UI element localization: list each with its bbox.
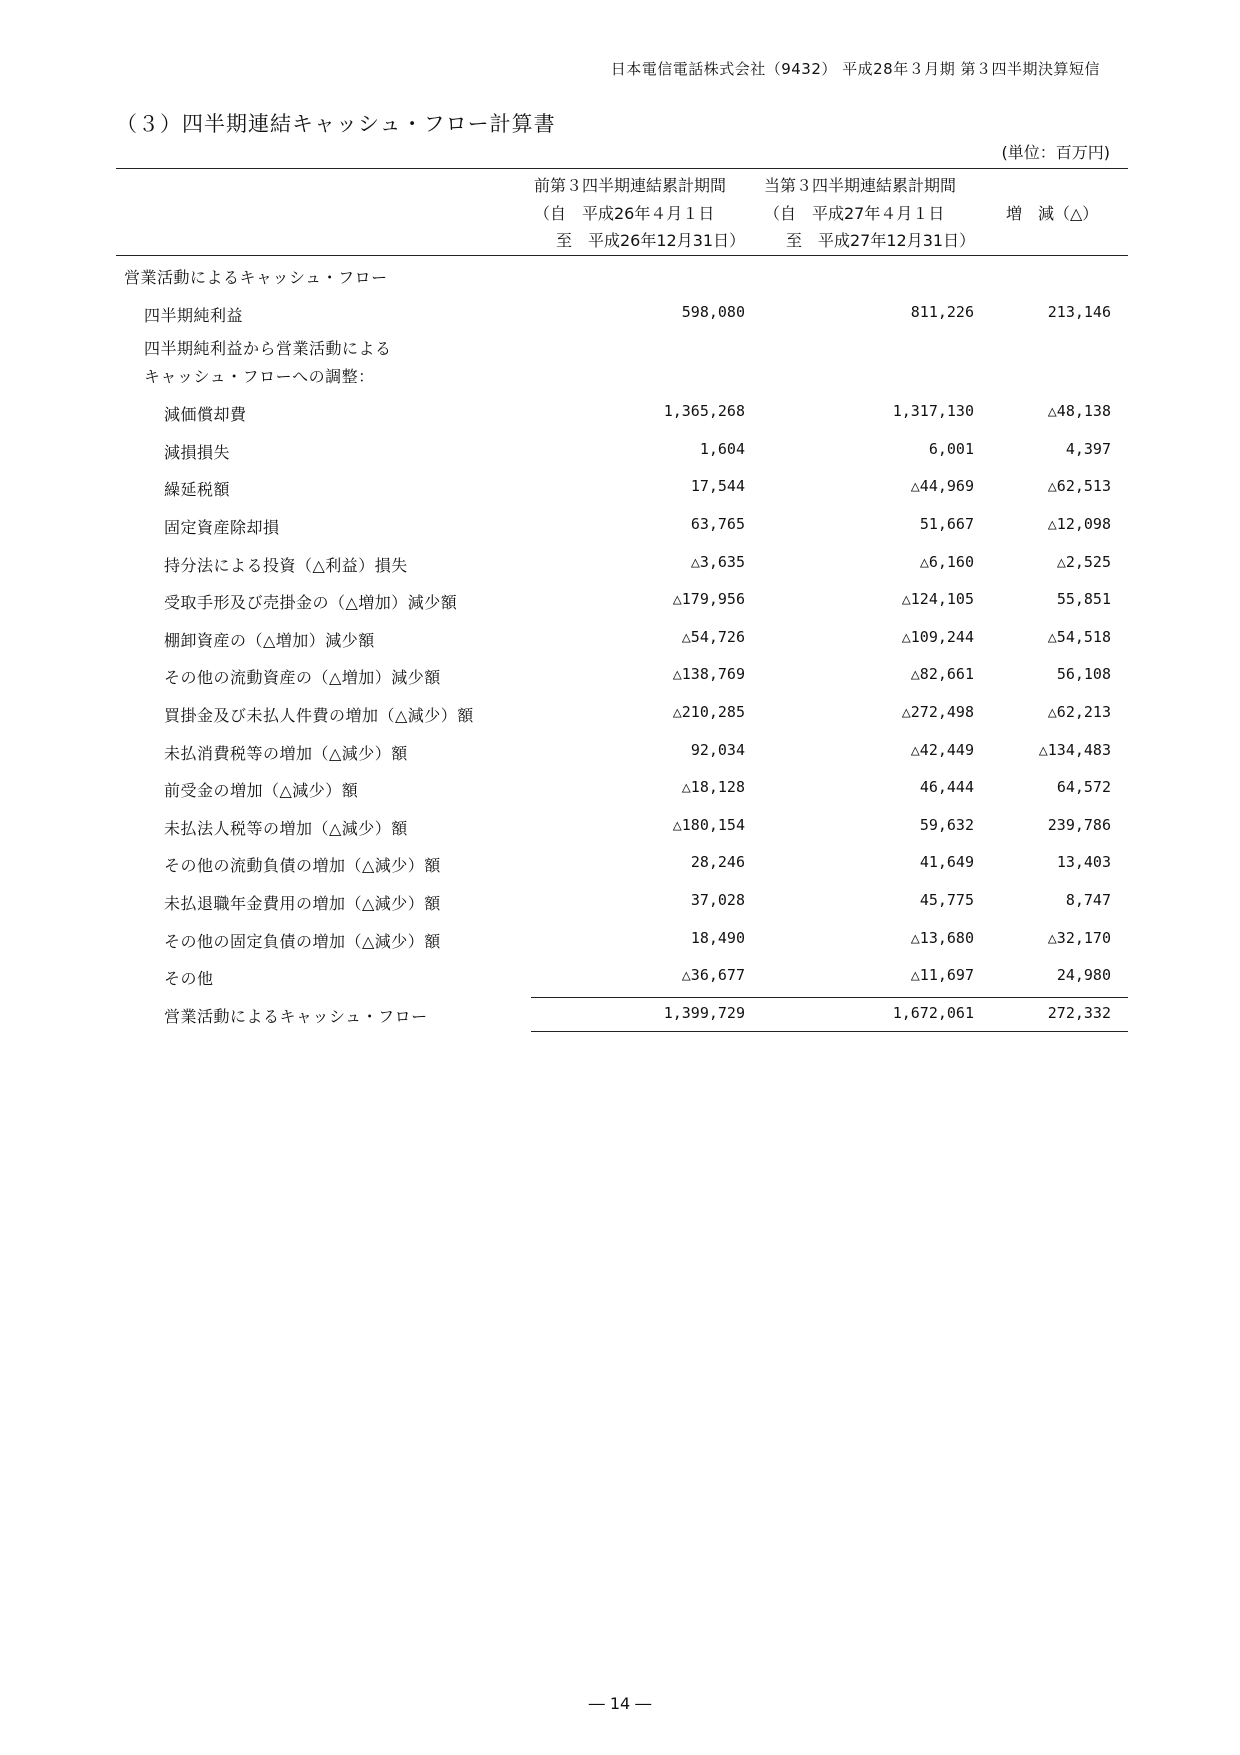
- diff-value: 4,397: [1065, 439, 1111, 458]
- diff-value: 8,747: [1065, 890, 1111, 909]
- section-heading-row: [116, 256, 1128, 294]
- adjustment-rows: [116, 393, 1128, 995]
- diff-value: △62,513: [1047, 477, 1111, 496]
- table-row: [116, 732, 1128, 770]
- row-label: 減損損失: [164, 442, 231, 462]
- diff-value: 239,786: [1047, 815, 1111, 834]
- curr-value: 46,444: [919, 778, 974, 797]
- row-label: その他の流動負債の増加（△減少）額: [164, 856, 441, 876]
- diff-value: △54,518: [1047, 627, 1111, 646]
- curr-value: △124,105: [901, 590, 974, 609]
- total-prev-value: 1,399,729: [663, 1003, 745, 1022]
- diff-value: △2,525: [1056, 552, 1111, 571]
- prev-value: 598,080: [681, 302, 745, 321]
- curr-value: △11,697: [910, 966, 974, 985]
- table-row: [116, 431, 1128, 469]
- curr-value: 1,317,130: [892, 402, 974, 421]
- row-label: その他の固定負債の増加（△減少）額: [164, 931, 441, 951]
- curr-value: △13,680: [910, 928, 974, 947]
- curr-period-to: 至 平成27年12月31日）: [786, 231, 976, 250]
- curr-value: 41,649: [919, 853, 974, 872]
- company-header: 日本電信電話株式会社（9432） 平成28年３月期 第３四半期決算短信: [610, 60, 1100, 78]
- total-curr-value: 1,672,061: [892, 1003, 974, 1022]
- table-row: [116, 544, 1128, 582]
- curr-value: △109,244: [901, 627, 974, 646]
- curr-period-title: 当第３四半期連結累計期間: [764, 176, 957, 195]
- curr-value: △6,160: [919, 552, 974, 571]
- adjustment-heading-row: [116, 331, 1128, 393]
- diff-value: △62,213: [1047, 702, 1111, 721]
- row-label: 買掛金及び未払人件費の増加（△減少）額: [164, 705, 474, 725]
- table-row: [116, 619, 1128, 657]
- table-row: [116, 468, 1128, 506]
- prev-value: △179,956: [672, 590, 745, 609]
- total-row: [116, 995, 1128, 1033]
- row-label: 未払退職年金費用の増加（△減少）額: [164, 893, 441, 913]
- diff-column-title: 増 減（△）: [1006, 204, 1099, 223]
- prev-value: △210,285: [672, 702, 745, 721]
- table-row: [116, 807, 1128, 845]
- row-label: 未払法人税等の増加（△減少）額: [164, 818, 408, 838]
- table-row: [116, 882, 1128, 920]
- total-diff-value: 272,332: [1047, 1003, 1111, 1022]
- table-row: [116, 393, 1128, 431]
- diff-value: △48,138: [1047, 402, 1111, 421]
- table-row: [116, 656, 1128, 694]
- total-label: 営業活動によるキャッシュ・フロー: [164, 1006, 428, 1026]
- row-label: 固定資産除却損: [164, 517, 280, 537]
- prev-value: △3,635: [690, 552, 745, 571]
- row-label: その他: [164, 969, 214, 989]
- prev-value: △36,677: [681, 966, 745, 985]
- prev-period-to: 至 平成26年12月31日）: [556, 231, 746, 250]
- curr-value: △44,969: [910, 477, 974, 496]
- adjustment-heading-line1: 四半期純利益から営業活動による: [144, 339, 392, 359]
- prev-value: 18,490: [690, 928, 745, 947]
- diff-value: △32,170: [1047, 928, 1111, 947]
- curr-value: 59,632: [919, 815, 974, 834]
- row-label: その他の流動資産の（△増加）減少額: [164, 668, 441, 688]
- curr-value: △42,449: [910, 740, 974, 759]
- prev-value: △18,128: [681, 778, 745, 797]
- diff-value: △12,098: [1047, 514, 1111, 533]
- prev-value: 37,028: [690, 890, 745, 909]
- adjustment-heading: [144, 335, 392, 391]
- table-row: [116, 957, 1128, 995]
- prev-value: 1,604: [699, 439, 745, 458]
- curr-value: △82,661: [910, 665, 974, 684]
- section-heading: 営業活動によるキャッシュ・フロー: [124, 268, 388, 287]
- prev-value: 17,544: [690, 477, 745, 496]
- row-label: 前受金の増加（△減少）額: [164, 781, 359, 801]
- prev-value: 63,765: [690, 514, 745, 533]
- unit-label: (単位：百万円): [1001, 143, 1110, 162]
- table-row: [116, 581, 1128, 619]
- diff-value: 24,980: [1056, 966, 1111, 985]
- diff-value: 13,403: [1056, 853, 1111, 872]
- curr-value: 811,226: [910, 302, 974, 321]
- diff-value: 55,851: [1056, 590, 1111, 609]
- curr-value: 6,001: [928, 439, 974, 458]
- curr-value: 45,775: [919, 890, 974, 909]
- curr-period-from: （自 平成27年４月１日: [764, 204, 945, 223]
- prev-period-title: 前第３四半期連結累計期間: [534, 176, 727, 195]
- prev-period-from: （自 平成26年４月１日: [534, 204, 715, 223]
- table-row: [116, 920, 1128, 958]
- diff-value: 64,572: [1056, 778, 1111, 797]
- adjustment-heading-line2: キャッシュ・フローへの調整：: [144, 367, 375, 387]
- prev-value: 28,246: [690, 853, 745, 872]
- row-label: 受取手形及び売掛金の（△増加）減少額: [164, 593, 458, 613]
- page-number: ― 14 ―: [588, 1694, 652, 1713]
- diff-value: 56,108: [1056, 665, 1111, 684]
- table-row: [116, 506, 1128, 544]
- table-row: [116, 694, 1128, 732]
- table-header: [116, 169, 1128, 256]
- row-label: 減価償却費: [164, 405, 247, 425]
- row-label: 持分法による投資（△利益）損失: [164, 555, 408, 575]
- row-label: 未払消費税等の増加（△減少）額: [164, 743, 408, 763]
- prev-value: △138,769: [672, 665, 745, 684]
- prev-value: 92,034: [690, 740, 745, 759]
- cash-flow-table: [116, 168, 1128, 1032]
- curr-value: △272,498: [901, 702, 974, 721]
- table-row: [116, 844, 1128, 882]
- prev-value: △180,154: [672, 815, 745, 834]
- diff-value: △134,483: [1038, 740, 1111, 759]
- row-label: 繰延税額: [164, 480, 231, 500]
- table-row: [116, 769, 1128, 807]
- row-label: 四半期純利益: [144, 305, 244, 325]
- prev-value: 1,365,268: [663, 402, 745, 421]
- diff-value: 213,146: [1047, 302, 1111, 321]
- prev-value: △54,726: [681, 627, 745, 646]
- row-label: 棚卸資産の（△増加）減少額: [164, 630, 375, 650]
- net-income-row: [116, 294, 1128, 332]
- section-title: （３）四半期連結キャッシュ・フロー計算書: [116, 112, 556, 136]
- curr-value: 51,667: [919, 514, 974, 533]
